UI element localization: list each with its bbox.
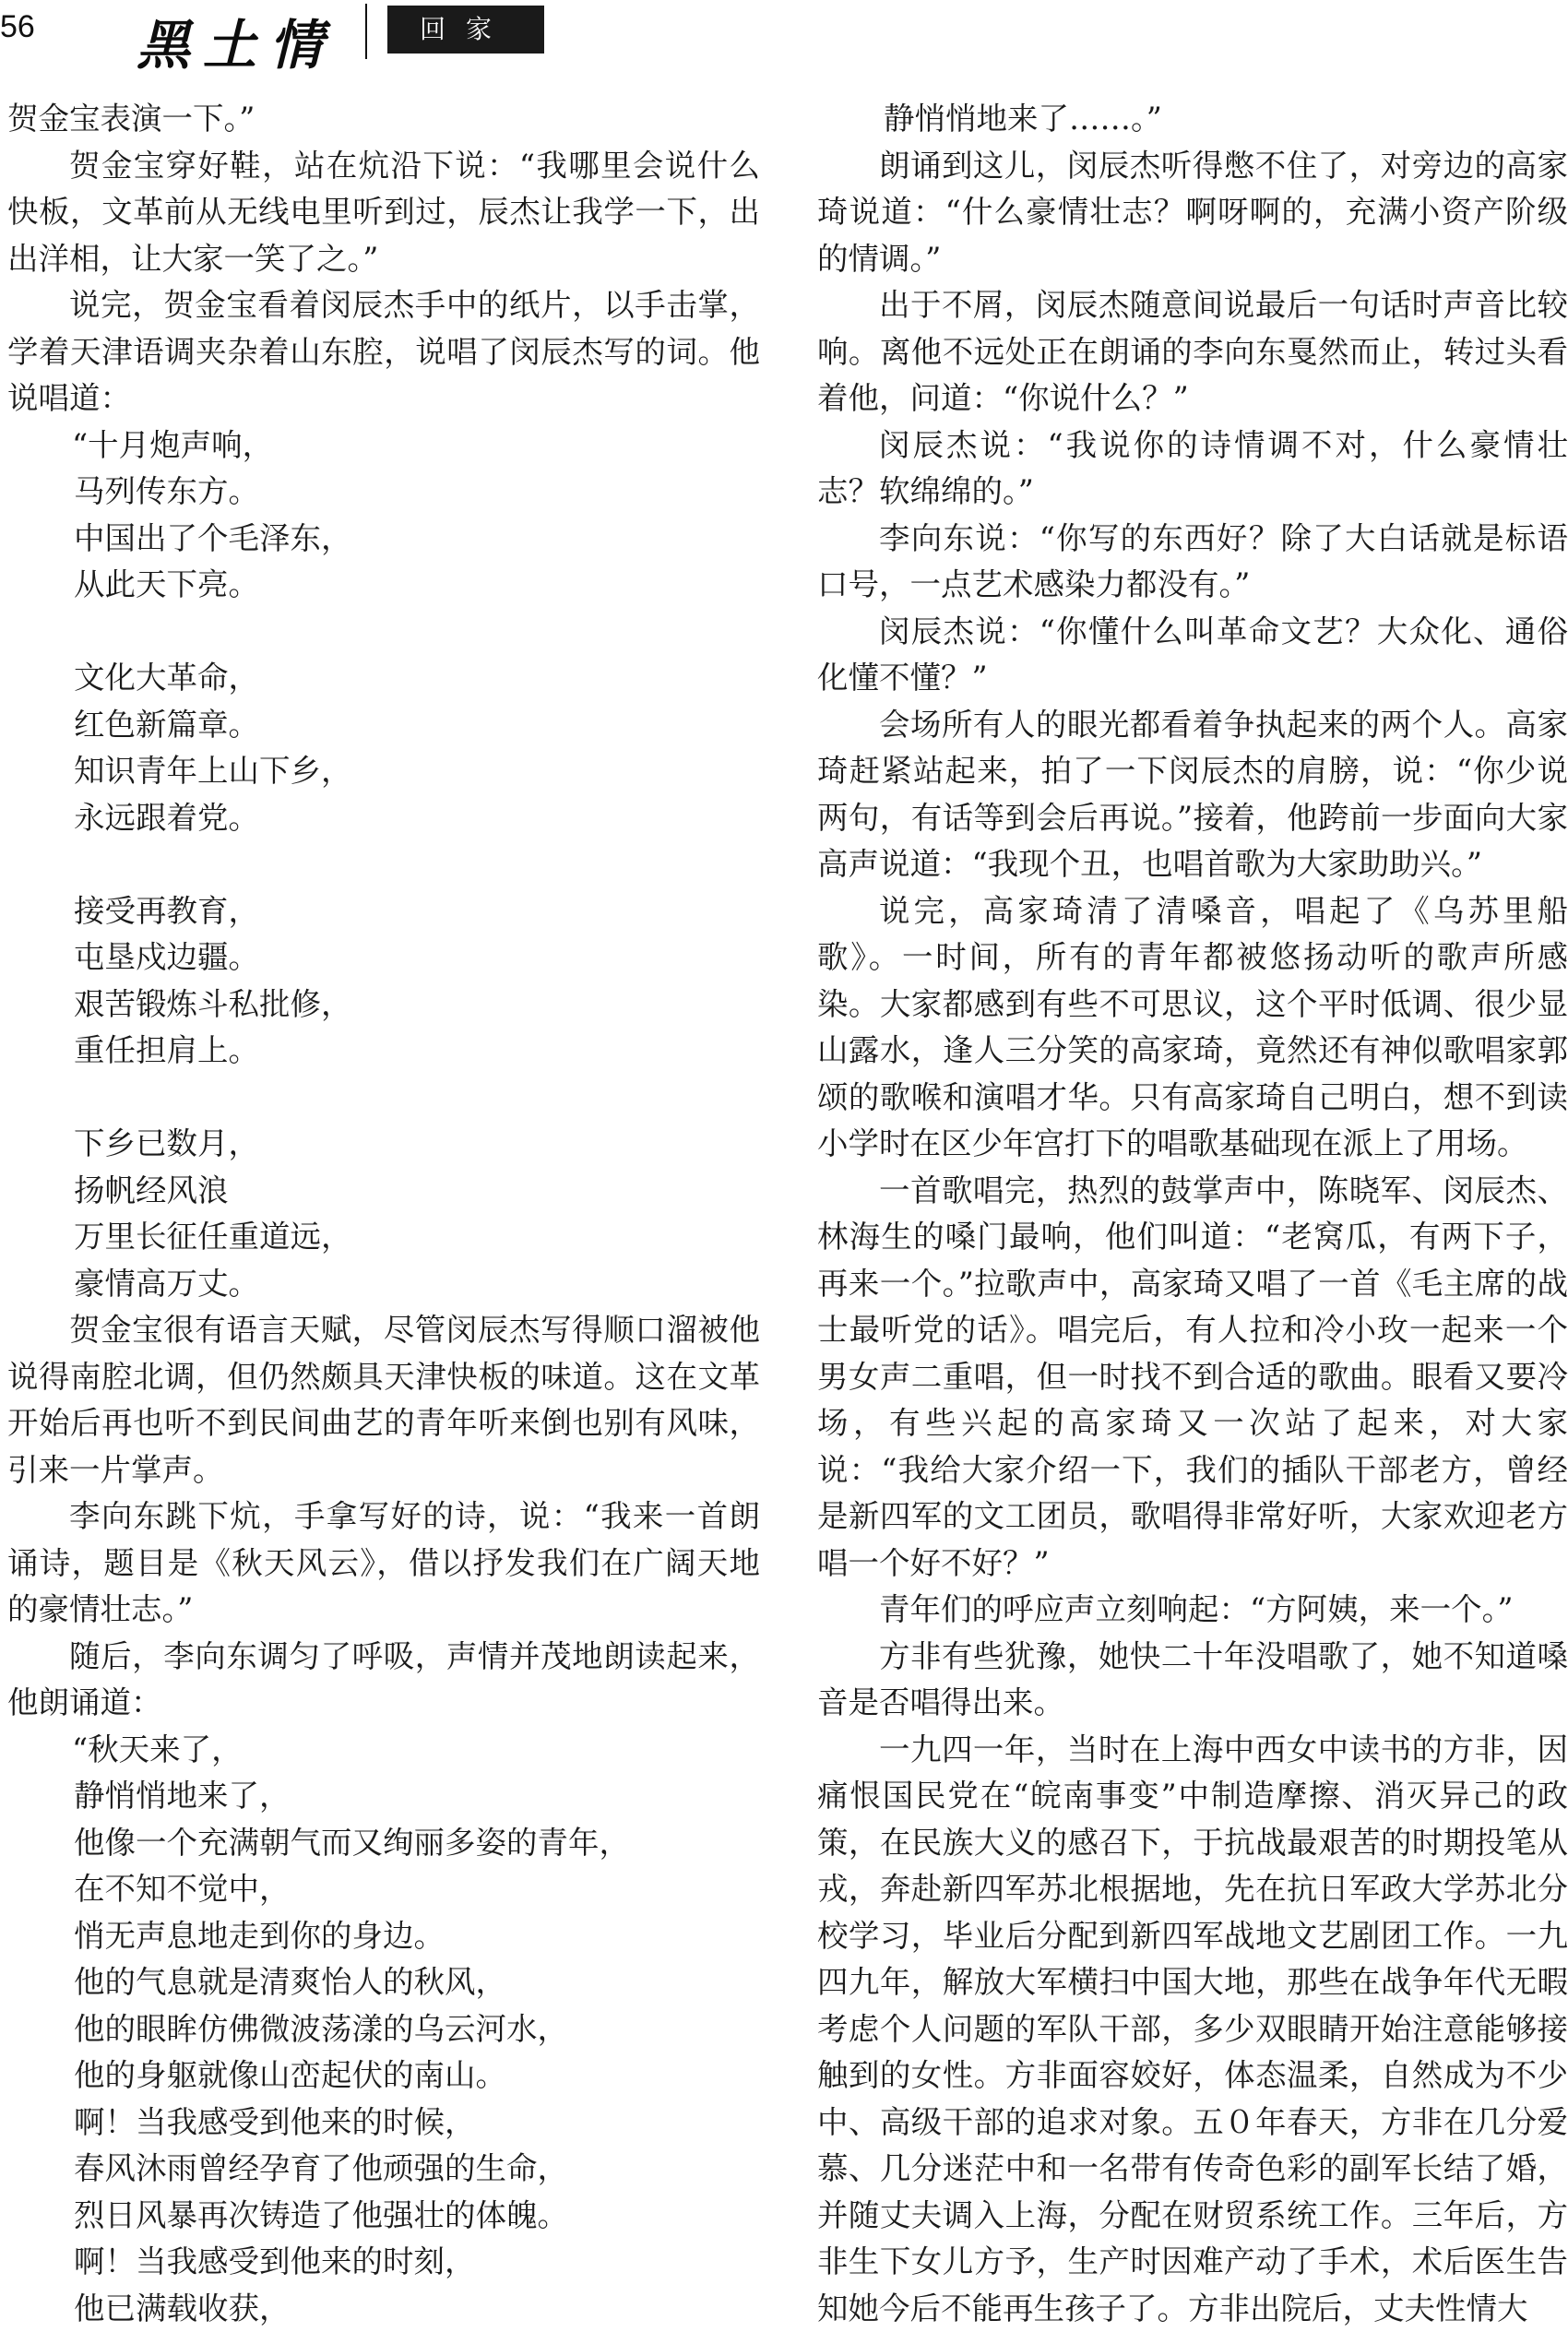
verse-line: 静悄悄地来了……。” — [817, 96, 1568, 143]
verse-line: 知识青年上山下乡， — [7, 748, 760, 795]
page-header — [0, 0, 1568, 74]
paragraph: 说完，高家琦清了清嗓音，唱起了《乌苏里船歌》。一时间，所有的青年都被悠扬动听的歌声所感染。大家都感到有些不可思议，这个平时低调、很少显山露水，逢人三分笑的高家琦，竟然还有神似歌唱家郭颂的歌喉和演唱才华。只有高家琦自己明白，想不到读小学时在区少年宫打下的唱歌基础现在派上了用场。 — [817, 888, 1568, 1168]
verse-line: 从此天下亮。 — [7, 562, 760, 609]
verse-line: 下乡已数月， — [7, 1121, 760, 1168]
paragraph: 一首歌唱完，热烈的鼓掌声中，陈晓军、闵辰杰、林海生的嗓门最响，他们叫道：“老窝瓜，有两下子，再来一个。”拉歌声中，高家琦又唱了一首《毛主席的战士最听党的话》。唱完后，有人拉和冷小玫一起来一个男女声二重唱，但一时找不到合适的歌曲。眼看又要冷场，有些兴起的高家琦又一次站了起来，对大家说：“我给大家介绍一下，我们的插队干部老方，曾经是新四军的文工团员，歌唱得非常好听，大家欢迎老方唱一个好不好？” — [817, 1168, 1568, 1588]
verse-line: 重任担肩上。 — [7, 1028, 760, 1075]
verse-line: 马列传东方。 — [7, 469, 760, 516]
verse-line: 文化大革命， — [7, 655, 760, 702]
stanza-gap — [7, 1075, 760, 1122]
verse-line: 扬帆经风浪 — [7, 1168, 760, 1215]
left-text-column — [7, 96, 760, 2332]
magazine-logo: 黑土情 — [137, 2, 336, 79]
verse-line: 烈日风暴再次铸造了他强壮的体魄。 — [7, 2193, 760, 2240]
stanza-gap — [7, 841, 760, 888]
header-divider — [365, 4, 367, 59]
verse-line: 悄无声息地走到你的身边。 — [7, 1913, 760, 1960]
paragraph: 贺金宝穿好鞋，站在炕沿下说：“我哪里会说什么快板，文革前从无线电里听到过，辰杰让我学一下，出出洋相，让大家一笑了之。” — [7, 143, 760, 283]
verse-line: 万里长征任重道远， — [7, 1214, 760, 1261]
paragraph: 方非有些犹豫，她快二十年没唱歌了，她不知道嗓音是否唱得出来。 — [817, 1634, 1568, 1727]
verse-line: “秋天来了， — [7, 1727, 760, 1774]
paragraph: 朗诵到这儿，闵辰杰听得憋不住了，对旁边的高家琦说道：“什么豪情壮志？啊呀啊的，充满小资产阶级的情调。” — [817, 143, 1568, 283]
verse-line: 他的身躯就像山峦起伏的南山。 — [7, 2052, 760, 2100]
verse-line: 春风沐雨曾经孕育了他顽强的生命， — [7, 2146, 760, 2193]
section-label: 回家 — [387, 6, 544, 54]
paragraph: 出于不屑，闵辰杰随意间说最后一句话时声音比较响。离他不远处正在朗诵的李向东戛然而止，转过头看着他，问道：“你说什么？” — [817, 282, 1568, 422]
verse-line: 他的眼眸仿佛微波荡漾的乌云河水， — [7, 2006, 760, 2053]
verse-line: 艰苦锻炼斗私批修， — [7, 982, 760, 1029]
paragraph: 李向东跳下炕，手拿写好的诗，说：“我来一首朗诵诗，题目是《秋天风云》，借以抒发我们在广阔天地的豪情壮志。” — [7, 1493, 760, 1634]
verse-line: 在不知不觉中， — [7, 1866, 760, 1913]
verse-line: 中国出了个毛泽东， — [7, 516, 760, 563]
verse-line: 他像一个充满朝气而又绚丽多姿的青年， — [7, 1820, 760, 1867]
page-number: 56 — [0, 9, 35, 45]
verse-line: 啊！当我感受到他来的时候， — [7, 2100, 760, 2147]
verse-line: 静悄悄地来了， — [7, 1773, 760, 1820]
right-text-column — [817, 96, 1568, 2332]
verse-line: 永远跟着党。 — [7, 795, 760, 842]
verse-line: 豪情高万丈。 — [7, 1261, 760, 1308]
verse-line: 他的气息就是清爽怡人的秋风， — [7, 1959, 760, 2006]
verse-line: 红色新篇章。 — [7, 702, 760, 749]
paragraph: 闵辰杰说：“我说你的诗情调不对，什么豪情壮志？软绵绵的。” — [817, 422, 1568, 516]
verse-line: 他已满载收获， — [7, 2286, 760, 2332]
paragraph: 随后，李向东调匀了呼吸，声情并茂地朗读起来，他朗诵道： — [7, 1634, 760, 1727]
verse-line: 屯垦戍边疆。 — [7, 934, 760, 982]
verse-line: 接受再教育， — [7, 888, 760, 935]
verse-line: “十月炮声响， — [7, 422, 760, 470]
paragraph: 会场所有人的眼光都看着争执起来的两个人。高家琦赶紧站起来，拍了一下闵辰杰的肩膀，说：“你少说两句，有话等到会后再说。”接着，他跨前一步面向大家高声说道：“我现个丑，也唱首歌为大家助助兴。” — [817, 702, 1568, 888]
paragraph: 青年们的呼应声立刻响起：“方阿姨，来一个。” — [817, 1587, 1568, 1634]
paragraph: 闵辰杰说：“你懂什么叫革命文艺？大众化、通俗化懂不懂？” — [817, 609, 1568, 702]
paragraph: 一九四一年，当时在上海中西女中读书的方非，因痛恨国民党在“皖南事变”中制造摩擦、消灭异己的政策，在民族大义的感召下，于抗战最艰苦的时期投笔从戎，奔赴新四军苏北根据地，先在抗日军政大学苏北分校学习，毕业后分配到新四军战地文艺剧团工作。一九四九年，解放大军横扫中国大地，那些在战争年代无暇考虑个人问题的军队干部，多少双眼睛开始注意能够接触到的女性。方非面容姣好，体态温柔，自然成为不少中、高级干部的追求对象。五０年春天，方非在几分爱慕、几分迷茫中和一名带有传奇色彩的副军长结了婚，并随丈夫调入上海，分配在财贸系统工作。三年后，方非生下女儿方予，生产时因难产动了手术，术后医生告知她今后不能再生孩子了。方非出院后，丈夫性情大 — [817, 1727, 1568, 2332]
paragraph: 贺金宝很有语言天赋，尽管闵辰杰写得顺口溜被他说得南腔北调，但仍然颇具天津快板的味道。这在文革开始后再也听不到民间曲艺的青年听来倒也别有风味，引来一片掌声。 — [7, 1307, 760, 1493]
verse-line: 啊！当我感受到他来的时刻， — [7, 2239, 760, 2286]
stanza-gap — [7, 609, 760, 656]
paragraph: 李向东说：“你写的东西好？除了大白话就是标语口号，一点艺术感染力都没有。” — [817, 516, 1568, 609]
paragraph: 贺金宝表演一下。” — [7, 96, 760, 143]
paragraph: 说完，贺金宝看着闵辰杰手中的纸片，以手击掌，学着天津语调夹杂着山东腔，说唱了闵辰杰写的词。他说唱道： — [7, 282, 760, 422]
